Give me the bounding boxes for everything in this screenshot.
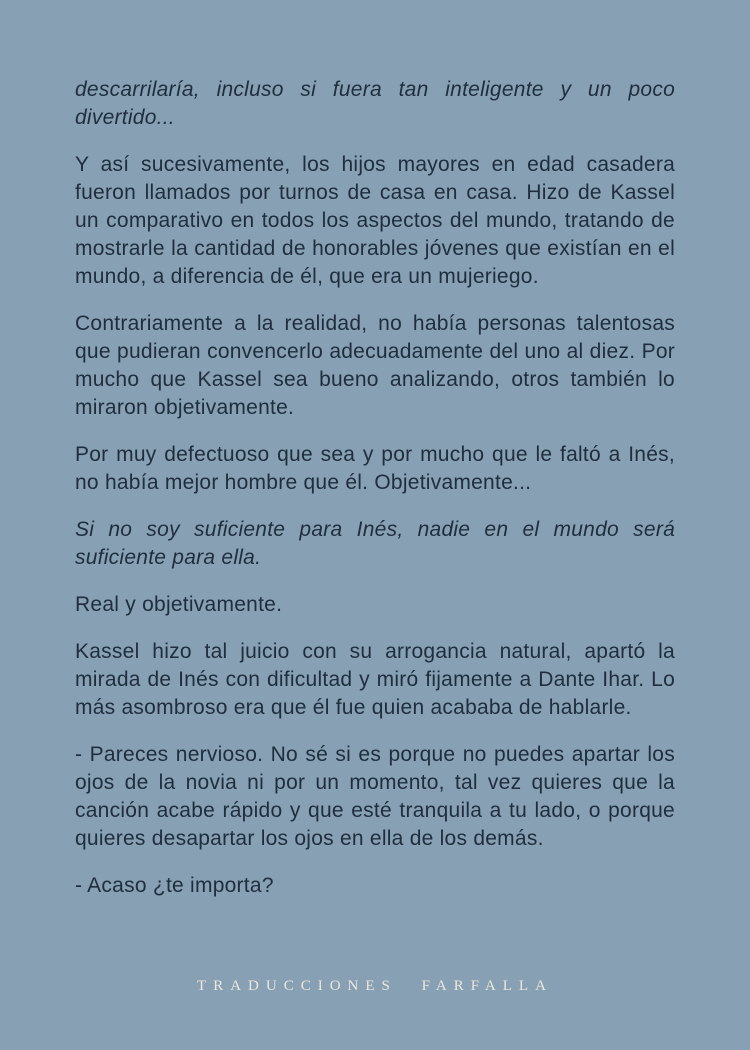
paragraph: Contrariamente a la realidad, no había personas talentosas que pudieran convencerlo adecuadamente del uno al diez. Por mucho que Kassel sea bueno analizando, otros también lo miraron objetivamente.	[75, 312, 675, 419]
paragraph: Y así sucesivamente, los hijos mayores en edad casadera fueron llamados por turnos de casa en casa. Hizo de Kassel un comparativo en todos los aspectos del mundo, tratando de mostrarle la cantidad de honorables jóvenes que existían en el mundo, a diferencia de él, que era un mujeriego.	[75, 153, 675, 288]
paragraph: Por muy defectuoso que sea y por mucho que le faltó a Inés, no había mejor hombre que él. Objetivamente...	[75, 443, 675, 494]
translator-credit: TRADUCCIONES FARFALLA	[197, 978, 553, 994]
paragraph-opening-thought: descarrilaría, incluso si fuera tan inteligente y un poco divertido...	[75, 78, 675, 129]
paragraph: Kassel hizo tal juicio con su arrogancia natural, apartó la mirada de Inés con dificultad y miró fijamente a Dante Ihar. Lo más asombroso era que él fue quien acababa de hablarle.	[75, 640, 675, 719]
paragraph-dialogue: - Pareces nervioso. No sé si es porque no puedes apartar los ojos de la novia ni por un momento, tal vez quieres que la canción acabe rápido y que esté tranquila a tu lado, o porque quieres desapartar los ojos en ella de los demás.	[75, 743, 675, 850]
paragraph-inner-thought: Si no soy suficiente para Inés, nadie en el mundo será suficiente para ella.	[75, 518, 675, 569]
paragraph-dialogue: - Acaso ¿te importa?	[75, 874, 274, 897]
text-column	[75, 76, 675, 919]
paragraph: Real y objetivamente.	[75, 593, 283, 616]
